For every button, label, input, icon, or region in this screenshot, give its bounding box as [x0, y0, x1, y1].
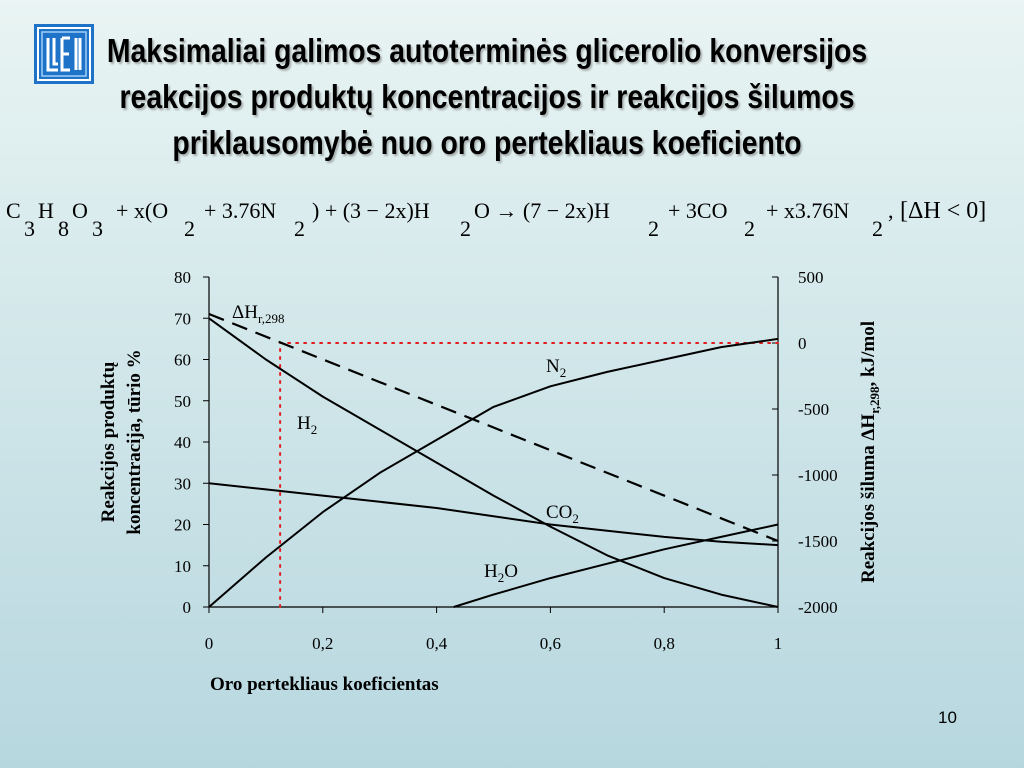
y-tick-label-right: -1500 [798, 532, 838, 551]
eq-subscript: 3 [92, 216, 103, 241]
series-label [232, 302, 285, 326]
y-axis-title-right-main: Reakcijos šiluma ΔH [858, 413, 879, 583]
series-label-main: ΔH [232, 302, 258, 323]
series-label [484, 561, 518, 585]
eq-term: , [888, 198, 894, 223]
series-label-suffix: O [504, 561, 518, 582]
eq-subscript: 2 [648, 216, 659, 241]
eq-term: + x(O [116, 198, 169, 223]
y-tick-label-right: -1000 [798, 466, 838, 485]
y-axis-title-left-line1: Reakcijos produktų [98, 361, 119, 523]
eq-term: + x3.76N [766, 198, 850, 223]
y-tick-label-left: 50 [174, 391, 191, 411]
x-tick-label: 0,2 [312, 634, 334, 653]
series-label-sub: 2 [559, 365, 567, 380]
x-tick-label: 0,8 [653, 634, 675, 653]
y-tick-label-left: 80 [174, 268, 191, 287]
y-tick-label-left: 70 [174, 309, 191, 329]
eq-subscript: 2 [872, 216, 883, 241]
y-tick-label-right: 500 [798, 268, 824, 287]
x-tick-label: 0 [204, 634, 214, 653]
y-tick-label-left: 0 [182, 598, 191, 617]
y-axis-title-right-sub: r,298 [867, 386, 882, 414]
y-tick-label-left: 10 [174, 556, 191, 576]
y-tick-label-left: 30 [174, 474, 191, 494]
series-label-sub: 2 [310, 422, 318, 437]
reference-lines [280, 343, 778, 607]
series-label-sub: 2 [497, 570, 505, 585]
series-line-h2o [454, 525, 778, 608]
series-label-main: N [546, 356, 560, 377]
eq-term: O [72, 198, 88, 223]
y-axis-title-left-line2: koncentracija, tūrio % [124, 349, 145, 535]
eq-subscript: 2 [184, 216, 195, 241]
series-label-main: CO [546, 502, 573, 523]
eq-subscript: 2 [744, 216, 755, 241]
eq-term: C [6, 198, 21, 223]
series-label [546, 356, 566, 380]
eq-subscript: 8 [58, 216, 69, 241]
eq-term: + 3.76N [204, 198, 277, 223]
x-tick-label: 1 [773, 634, 783, 653]
series-label-sub: 2 [572, 511, 579, 526]
y-axis-title-right-unit: , kJ/mol [858, 321, 879, 387]
y-tick-label-left: 60 [174, 350, 191, 370]
x-tick-label: 0,6 [539, 634, 562, 653]
page-number: 10 [938, 708, 957, 727]
series-label [297, 413, 317, 437]
eq-enthalpy-condition: [ΔH < 0] [900, 198, 987, 224]
eq-term: ) + (3 − 2x)H [312, 198, 430, 223]
series-label-main: H [484, 561, 498, 582]
title-line-1: Maksimaliai galimos autoterminės glicerolio konversijos [106, 32, 868, 69]
eq-subscript: 2 [294, 216, 305, 241]
series-label-main: H [297, 413, 311, 434]
y-tick-label-right: -500 [798, 400, 830, 419]
y-tick-label-right: 0 [798, 334, 807, 353]
series-label [546, 502, 579, 526]
series-label-sub: r,298 [257, 311, 285, 326]
title-line-2: reakcijos produktų koncentracijos ir reakcijos šilumos [119, 78, 855, 115]
eq-term: H [38, 198, 54, 223]
y-tick-label-right: -2000 [798, 598, 838, 617]
x-tick-label: 0,4 [425, 634, 448, 653]
eq-term: + 3CO [668, 198, 728, 223]
y-axis-title-right [858, 321, 882, 583]
eq-subscript: 2 [460, 216, 471, 241]
eq-term: O → (7 − 2x)H [474, 198, 610, 223]
title-line-3: priklausomybė nuo oro pertekliaus koeficiento [172, 124, 802, 161]
x-axis-title: Oro pertekliaus koeficientas [210, 674, 439, 695]
series-line-hr298 [209, 314, 778, 541]
y-tick-label-left: 40 [174, 433, 191, 452]
y-tick-label-left: 20 [174, 515, 191, 535]
eq-subscript: 3 [24, 216, 35, 241]
